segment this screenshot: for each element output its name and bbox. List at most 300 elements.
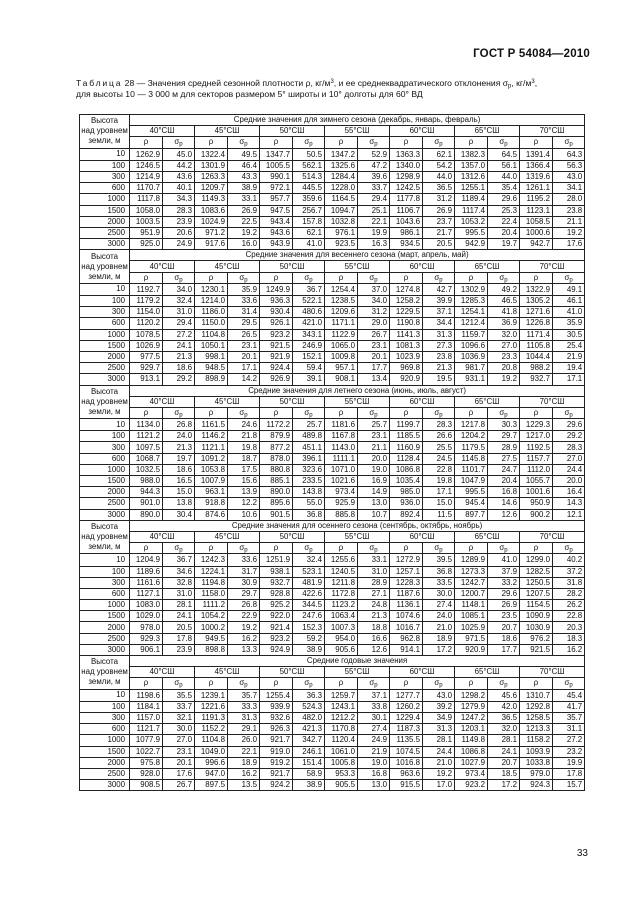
sigma-value-cell: 22.9 xyxy=(228,611,260,622)
latitude-header: 45°СШ xyxy=(195,667,260,678)
sigma-value-cell: 40.2 xyxy=(553,554,585,566)
rho-value-cell: 1319.6 xyxy=(520,171,553,182)
sigma-value-cell: 22.8 xyxy=(553,611,585,622)
sigma-letter: σ xyxy=(434,678,440,688)
sigma-value-cell: 37.0 xyxy=(358,283,390,295)
rho-value-cell: 1301.9 xyxy=(195,160,228,171)
sigma-letter: σ xyxy=(564,543,570,553)
sigma-value-cell: 23.3 xyxy=(488,351,520,362)
sigma-letter: σ xyxy=(239,678,245,688)
sigma-value-cell: 22.1 xyxy=(358,216,390,227)
sigma-symbol xyxy=(358,543,390,554)
sigma-value-cell: 19.8 xyxy=(228,442,260,453)
sigma-subscript: р xyxy=(179,277,183,284)
sigma-value-cell: 32.8 xyxy=(163,577,195,588)
sigma-value-cell: 24.7 xyxy=(488,464,520,475)
rho-symbol: ρ xyxy=(325,137,358,148)
table-row xyxy=(80,644,585,655)
table-row xyxy=(80,464,585,475)
sigma-value-cell: 32.4 xyxy=(293,554,325,566)
table-row xyxy=(80,633,585,644)
sigma-value-cell: 20.0 xyxy=(358,453,390,464)
sigma-letter: σ xyxy=(434,137,440,147)
sigma-symbol xyxy=(553,137,585,148)
rho-value-cell: 1198.6 xyxy=(130,689,163,701)
table-row xyxy=(80,442,585,453)
sigma-letter: σ xyxy=(174,678,180,688)
rho-value-cell: 1065.0 xyxy=(325,340,358,351)
sigma-letter: σ xyxy=(174,137,180,147)
rho-value-cell: 1262.9 xyxy=(130,148,163,160)
height-cell: 300 xyxy=(80,442,130,453)
rho-symbol: ρ xyxy=(260,678,293,689)
sigma-value-cell: 35.7 xyxy=(228,689,260,701)
table-row xyxy=(80,724,585,735)
rho-value-cell: 1035.4 xyxy=(390,476,423,487)
rho-value-cell: 1282.5 xyxy=(520,566,553,577)
rho-value-cell: 1135.5 xyxy=(390,735,423,746)
sigma-value-cell: 22.5 xyxy=(228,216,260,227)
rho-value-cell: 1347.7 xyxy=(260,148,293,160)
height-cell: 300 xyxy=(80,171,130,182)
rho-value-cell: 1160.9 xyxy=(390,442,423,453)
sigma-value-cell: 30.0 xyxy=(163,724,195,735)
height-cell: 10 xyxy=(80,148,130,160)
rho-value-cell: 1214.0 xyxy=(195,296,228,307)
sigma-value-cell: 422.6 xyxy=(293,588,325,599)
sigma-value-cell: 29.1 xyxy=(228,724,260,735)
sigma-value-cell: 21.1 xyxy=(553,216,585,227)
rho-symbol: ρ xyxy=(130,272,163,283)
sigma-subscript: р xyxy=(569,547,573,554)
rho-symbol: ρ xyxy=(130,678,163,689)
sigma-value-cell: 58.9 xyxy=(293,768,325,779)
sigma-letter: σ xyxy=(174,272,180,282)
sigma-value-cell: 323.6 xyxy=(293,464,325,475)
table-row xyxy=(80,183,585,194)
sigma-value-cell: 17.0 xyxy=(423,780,455,791)
sigma-value-cell: 41.8 xyxy=(488,307,520,318)
sigma-letter: σ xyxy=(239,543,245,553)
sigma-value-cell: 43.0 xyxy=(423,689,455,701)
rho-value-cell: 890.0 xyxy=(260,487,293,498)
latitude-header-row xyxy=(80,667,585,678)
height-header-line: над уровнем xyxy=(81,261,128,271)
sigma-value-cell: 25.7 xyxy=(293,419,325,431)
sigma-value-cell: 30.1 xyxy=(358,712,390,723)
rho-value-cell: 1261.1 xyxy=(520,183,553,194)
rho-value-cell: 936.0 xyxy=(390,498,423,509)
height-cell: 1000 xyxy=(80,464,130,475)
sigma-value-cell: 18.9 xyxy=(228,757,260,768)
sigma-subscript: р xyxy=(439,547,443,554)
height-cell: 2500 xyxy=(80,363,130,374)
rho-value-cell: 1027.9 xyxy=(455,757,488,768)
latitude-header: 60°СШ xyxy=(390,531,455,542)
rho-value-cell: 1149.3 xyxy=(195,194,228,205)
rho-value-cell: 981.7 xyxy=(455,363,488,374)
rho-value-cell: 1258.2 xyxy=(390,296,423,307)
height-cell: 600 xyxy=(80,588,130,599)
sigma-value-cell: 31.3 xyxy=(423,329,455,340)
latitude-header: 40°СШ xyxy=(130,261,195,272)
height-cell: 1000 xyxy=(80,600,130,611)
rho-value-cell: 1053.8 xyxy=(195,464,228,475)
sigma-value-cell: 13.0 xyxy=(358,780,390,791)
rho-value-cell: 898.8 xyxy=(195,644,228,655)
sigma-value-cell: 20.1 xyxy=(163,757,195,768)
sigma-subscript: р xyxy=(179,682,183,689)
rho-value-cell: 1190.8 xyxy=(390,318,423,329)
sigma-value-cell: 38.9 xyxy=(293,644,325,655)
rho-value-cell: 922.0 xyxy=(260,611,293,622)
rho-symbol: ρ xyxy=(325,272,358,283)
rho-value-cell: 1005.5 xyxy=(260,160,293,171)
table-body xyxy=(80,115,585,791)
sigma-symbol xyxy=(358,272,390,283)
rho-value-cell: 1271.6 xyxy=(520,307,553,318)
height-header-line: земли, м xyxy=(88,677,121,687)
table-row xyxy=(80,171,585,182)
rho-value-cell: 1134.0 xyxy=(130,419,163,431)
sigma-value-cell: 33.8 xyxy=(358,701,390,712)
sigma-value-cell: 19.7 xyxy=(163,453,195,464)
sigma-value-cell: 25.5 xyxy=(423,442,455,453)
rho-value-cell: 1224.1 xyxy=(195,566,228,577)
sigma-letter: σ xyxy=(499,543,505,553)
height-cell: 600 xyxy=(80,318,130,329)
rho-value-cell: 962.8 xyxy=(390,633,423,644)
sigma-value-cell: 16.2 xyxy=(228,633,260,644)
rho-value-cell: 1024.9 xyxy=(195,216,228,227)
sigma-value-cell: 34.4 xyxy=(423,318,455,329)
rho-value-cell: 1050.1 xyxy=(195,340,228,351)
rho-value-cell: 1077.9 xyxy=(130,735,163,746)
sigma-value-cell: 64.5 xyxy=(488,148,520,160)
latitude-header: 50°СШ xyxy=(260,261,325,272)
sigma-value-cell: 50.5 xyxy=(293,148,325,160)
rho-value-cell: 1105.8 xyxy=(520,340,553,351)
rho-value-cell: 932.6 xyxy=(260,712,293,723)
rho-value-cell: 931.1 xyxy=(455,374,488,385)
rho-value-cell: 1171.1 xyxy=(325,318,358,329)
sigma-symbol xyxy=(163,407,195,418)
sigma-value-cell: 17.7 xyxy=(358,363,390,374)
rho-value-cell: 1246.5 xyxy=(130,160,163,171)
rho-value-cell: 901.5 xyxy=(260,509,293,520)
sigma-value-cell: 34.9 xyxy=(423,712,455,723)
sigma-value-cell: 18.7 xyxy=(228,453,260,464)
rho-value-cell: 1074.5 xyxy=(390,746,423,757)
rho-value-cell: 988.0 xyxy=(130,476,163,487)
sigma-symbol xyxy=(358,137,390,148)
table-row xyxy=(80,735,585,746)
rho-value-cell: 1255.4 xyxy=(260,689,293,701)
sigma-subscript: р xyxy=(179,412,183,419)
sigma-value-cell: 36.5 xyxy=(488,712,520,723)
sigma-value-cell: 29.7 xyxy=(488,431,520,442)
rho-value-cell: 1181.6 xyxy=(325,419,358,431)
rho-symbol: ρ xyxy=(195,272,228,283)
rho-value-cell: 995.5 xyxy=(455,487,488,498)
sigma-value-cell: 14.6 xyxy=(488,498,520,509)
sigma-symbol xyxy=(488,407,520,418)
height-cell: 2000 xyxy=(80,487,130,498)
sigma-letter: σ xyxy=(434,543,440,553)
rho-value-cell: 1128.4 xyxy=(390,453,423,464)
rho-value-cell: 957.7 xyxy=(260,194,293,205)
height-cell: 300 xyxy=(80,712,130,723)
rho-value-cell: 949.5 xyxy=(195,633,228,644)
latitude-header: 70°СШ xyxy=(520,126,585,137)
sigma-value-cell: 25.4 xyxy=(553,340,585,351)
sigma-value-cell: 36.9 xyxy=(488,318,520,329)
sigma-value-cell: 34.0 xyxy=(163,283,195,295)
sigma-symbol xyxy=(293,137,325,148)
rho-value-cell: 1121.1 xyxy=(195,442,228,453)
sigma-value-cell: 29.2 xyxy=(163,374,195,385)
rho-value-cell: 1204.9 xyxy=(130,554,163,566)
rho-value-cell: 1192.7 xyxy=(130,283,163,295)
sigma-value-cell: 20.8 xyxy=(488,363,520,374)
rho-value-cell: 1310.7 xyxy=(520,689,553,701)
sigma-symbol xyxy=(488,543,520,554)
height-cell: 2000 xyxy=(80,351,130,362)
rho-value-cell: 1029.0 xyxy=(130,611,163,622)
season-title-row xyxy=(80,520,585,531)
sigma-value-cell: 26.9 xyxy=(488,600,520,611)
height-cell: 100 xyxy=(80,160,130,171)
sigma-symbol xyxy=(553,407,585,418)
sigma-value-cell: 19.0 xyxy=(358,464,390,475)
rho-symbol: ρ xyxy=(455,543,488,554)
rho-value-cell: 918.8 xyxy=(195,498,228,509)
rho-value-cell: 924.4 xyxy=(260,363,293,374)
sigma-value-cell: 22.4 xyxy=(488,216,520,227)
rho-value-cell: 1240.5 xyxy=(325,566,358,577)
sigma-value-cell: 46.5 xyxy=(488,296,520,307)
sigma-letter: σ xyxy=(174,407,180,417)
rho-value-cell: 901.0 xyxy=(130,498,163,509)
latitude-header: 60°СШ xyxy=(390,667,455,678)
rho-value-cell: 1030.9 xyxy=(520,622,553,633)
rho-value-cell: 1228.3 xyxy=(390,577,423,588)
sigma-value-cell: 29.4 xyxy=(358,194,390,205)
sigma-value-cell: 21.8 xyxy=(228,431,260,442)
table-row xyxy=(80,307,585,318)
rho-value-cell: 1136.1 xyxy=(390,600,423,611)
rho-value-cell: 1172.2 xyxy=(260,419,293,431)
sigma-value-cell: 44.2 xyxy=(163,160,195,171)
rho-value-cell: 1101.7 xyxy=(455,464,488,475)
rho-value-cell: 973.4 xyxy=(325,487,358,498)
rho-value-cell: 1058.5 xyxy=(520,216,553,227)
rho-value-cell: 1071.0 xyxy=(325,464,358,475)
rho-value-cell: 1382.3 xyxy=(455,148,488,160)
sigma-value-cell: 21.1 xyxy=(358,442,390,453)
rho-value-cell: 1003.5 xyxy=(130,216,163,227)
height-column-header xyxy=(80,656,130,690)
sigma-value-cell: 18.5 xyxy=(488,768,520,779)
rho-value-cell: 925.2 xyxy=(260,600,293,611)
table-row xyxy=(80,509,585,520)
sigma-value-cell: 21.3 xyxy=(423,363,455,374)
rho-value-cell: 1209.6 xyxy=(325,307,358,318)
sigma-subscript: р xyxy=(439,682,443,689)
height-cell: 10 xyxy=(80,554,130,566)
rho-symbol: ρ xyxy=(195,543,228,554)
density-table xyxy=(79,114,585,791)
table-row xyxy=(80,419,585,431)
table-row xyxy=(80,318,585,329)
height-header-line: над уровнем xyxy=(81,667,128,677)
latitude-header: 65°СШ xyxy=(455,531,520,542)
rho-value-cell: 1081.3 xyxy=(390,340,423,351)
rho-value-cell: 930.4 xyxy=(260,307,293,318)
rho-value-cell: 1007.3 xyxy=(325,622,358,633)
sigma-value-cell: 14.2 xyxy=(228,374,260,385)
sigma-value-cell: 152.3 xyxy=(293,622,325,633)
sigma-value-cell: 45.6 xyxy=(488,689,520,701)
sigma-value-cell: 16.5 xyxy=(163,476,195,487)
latitude-header: 45°СШ xyxy=(195,261,260,272)
rho-value-cell: 1150.0 xyxy=(195,318,228,329)
sigma-value-cell: 37.2 xyxy=(553,566,585,577)
rho-value-cell: 943.9 xyxy=(260,239,293,250)
sigma-value-cell: 36.8 xyxy=(293,509,325,520)
rho-value-cell: 1171.4 xyxy=(520,329,553,340)
rho-value-cell: 1009.8 xyxy=(325,351,358,362)
sigma-value-cell: 37.1 xyxy=(423,307,455,318)
rho-value-cell: 1200.7 xyxy=(455,588,488,599)
table-row xyxy=(80,194,585,205)
rho-value-cell: 919.0 xyxy=(260,746,293,757)
sigma-value-cell: 46.1 xyxy=(553,296,585,307)
sigma-value-cell: 14.9 xyxy=(358,487,390,498)
rho-value-cell: 1226.8 xyxy=(520,318,553,329)
sigma-symbol xyxy=(293,543,325,554)
sigma-value-cell: 13.3 xyxy=(228,644,260,655)
sigma-value-cell: 21.3 xyxy=(163,442,195,453)
table-row xyxy=(80,566,585,577)
rho-value-cell: 905.6 xyxy=(325,644,358,655)
rho-value-cell: 945.4 xyxy=(455,498,488,509)
sigma-letter: σ xyxy=(304,137,310,147)
rho-value-cell: 879.9 xyxy=(260,431,293,442)
rho-value-cell: 924.9 xyxy=(260,644,293,655)
sigma-symbol xyxy=(553,272,585,283)
sigma-value-cell: 522.1 xyxy=(293,296,325,307)
sigma-value-cell: 40.1 xyxy=(163,183,195,194)
season-title: Средние значения для летнего сезона (июнь, июль, август) xyxy=(130,385,585,396)
sigma-value-cell: 31.2 xyxy=(358,307,390,318)
table-row xyxy=(80,216,585,227)
rho-value-cell: 906.1 xyxy=(130,644,163,655)
sigma-symbol xyxy=(293,407,325,418)
rho-value-cell: 900.2 xyxy=(520,509,553,520)
sigma-value-cell: 20.3 xyxy=(553,622,585,633)
rho-value-cell: 1391.4 xyxy=(520,148,553,160)
sigma-value-cell: 39.2 xyxy=(423,701,455,712)
sigma-subscript: р xyxy=(374,141,378,148)
rho-value-cell: 1154.5 xyxy=(520,600,553,611)
height-cell: 10 xyxy=(80,689,130,701)
sigma-value-cell: 20.1 xyxy=(358,351,390,362)
rho-symbol: ρ xyxy=(390,272,423,283)
rho-value-cell: 1093.9 xyxy=(520,746,553,757)
sigma-subscript: р xyxy=(179,547,183,554)
rho-value-cell: 885.8 xyxy=(325,509,358,520)
sigma-value-cell: 17.2 xyxy=(488,780,520,791)
height-cell: 2500 xyxy=(80,633,130,644)
season-title-row xyxy=(80,250,585,261)
sigma-value-cell: 24.0 xyxy=(163,431,195,442)
sigma-symbol xyxy=(553,678,585,689)
sigma-value-cell: 523.1 xyxy=(293,566,325,577)
table-row xyxy=(80,757,585,768)
sigma-value-cell: 343.1 xyxy=(293,329,325,340)
height-cell: 2500 xyxy=(80,498,130,509)
sigma-value-cell: 28.0 xyxy=(553,194,585,205)
table-row xyxy=(80,160,585,171)
rho-value-cell: 934.5 xyxy=(390,239,423,250)
latitude-header: 50°СШ xyxy=(260,531,325,542)
sigma-value-cell: 29.0 xyxy=(358,318,390,329)
rho-symbol: ρ xyxy=(195,407,228,418)
rho-value-cell: 975.8 xyxy=(130,757,163,768)
rho-value-cell: 926.9 xyxy=(260,374,293,385)
sigma-value-cell: 28.3 xyxy=(553,442,585,453)
symbol-header-row xyxy=(80,137,585,148)
sigma-letter: σ xyxy=(499,678,505,688)
latitude-header: 65°СШ xyxy=(455,126,520,137)
rho-value-cell: 969.8 xyxy=(390,363,423,374)
sigma-value-cell: 49.5 xyxy=(228,148,260,160)
sigma-value-cell: 29.6 xyxy=(488,194,520,205)
sigma-value-cell: 42.7 xyxy=(423,283,455,295)
rho-value-cell: 1000.2 xyxy=(195,622,228,633)
rho-symbol: ρ xyxy=(260,407,293,418)
rho-value-cell: 1023.9 xyxy=(390,351,423,362)
table-row xyxy=(80,577,585,588)
table-row xyxy=(80,712,585,723)
sigma-value-cell: 27.2 xyxy=(553,735,585,746)
rho-value-cell: 1185.5 xyxy=(390,431,423,442)
rho-value-cell: 1158.0 xyxy=(195,588,228,599)
height-cell: 1000 xyxy=(80,329,130,340)
sigma-value-cell: 17.8 xyxy=(553,768,585,779)
rho-value-cell: 1195.2 xyxy=(520,194,553,205)
sigma-letter: σ xyxy=(499,407,505,417)
sigma-value-cell: 13.9 xyxy=(228,487,260,498)
rho-value-cell: 963.6 xyxy=(390,768,423,779)
table-row xyxy=(80,148,585,160)
height-cell: 100 xyxy=(80,431,130,442)
sigma-value-cell: 16.4 xyxy=(553,487,585,498)
rho-symbol: ρ xyxy=(390,137,423,148)
sigma-value-cell: 342.7 xyxy=(293,735,325,746)
sigma-value-cell: 31.1 xyxy=(553,724,585,735)
table-row xyxy=(80,453,585,464)
sigma-symbol xyxy=(553,543,585,554)
rho-value-cell: 1146.2 xyxy=(195,431,228,442)
latitude-header: 40°СШ xyxy=(130,667,195,678)
rho-value-cell: 1074.6 xyxy=(390,611,423,622)
rho-value-cell: 973.4 xyxy=(455,768,488,779)
sigma-value-cell: 16.3 xyxy=(358,239,390,250)
rho-value-cell: 1161.6 xyxy=(130,577,163,588)
sigma-subscript: р xyxy=(504,141,508,148)
